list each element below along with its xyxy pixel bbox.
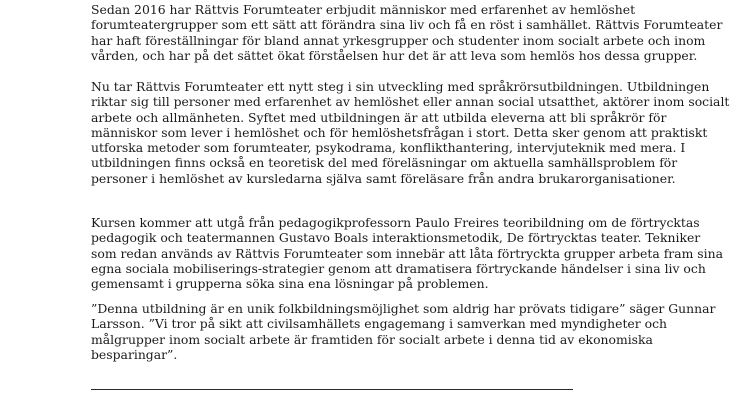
text-line: människor som lever i hemlöshet och för hemlöshetsfrågan i stort. Detta sker genom att praktiskt (91, 124, 708, 140)
text-line: arbete och allmänheten. Syftet med utbildningen är att utbilda eleverna att bli språkrör för (91, 109, 667, 125)
text-line: ”Denna utbildning är en unik folkbildningsmöjlighet som aldrig har prövats tidigare” säger Gunnar (91, 301, 716, 316)
text-line: utbildningen finns också en teoretisk del med föreläsningar om aktuella samhällsproblem för (91, 155, 678, 171)
text-line: pedagogik och teatermannen Gustavo Boals interaktionsmetodik, De förtrycktas teater. Tekniker (91, 230, 701, 246)
text-line: Sedan 2016 har Rättvis Forumteater erbjudit människor med erfarenhet av hemlöshet (91, 2, 636, 17)
paragraph-quote (91, 301, 715, 362)
text-line: vården, och har på det sättet ökat förståelsen hur det är att leva som hemlös hos dessa grupper. (91, 47, 698, 63)
paragraph-intro (91, 2, 722, 63)
text-line: besparingar”. (91, 346, 178, 362)
text-line: personer i hemlöshet av kursledarna själva samt föreläsare från andra brukarorganisationer. (91, 170, 676, 186)
paragraph-education (91, 79, 729, 186)
text-line: forumteatergrupper som ett sätt att förändra sina liv och få en röst i samhället. Rättvis Forumteater (91, 17, 723, 33)
text-line: som redan används av Rättvis Forumteater som innebär att låta förtryckta grupper arbeta fram sina (91, 245, 723, 261)
text-line: riktar sig till personer med erfarenhet av hemlöshet eller annan social utsatthet, aktörer inom socialt (91, 94, 730, 110)
paragraph-method (91, 215, 723, 291)
text-line: Larsson. ”Vi tror på sikt att civilsamhällets engagemang i samverkan med myndigheter och (91, 316, 668, 332)
text-line: Nu tar Rättvis Forumteater ett nytt steg i sin utveckling med språkrörsutbildningen. Utbildningen (91, 79, 710, 94)
horizontal-divider (91, 389, 573, 390)
text-line: Kursen kommer att utgå från pedagogikprofessorn Paulo Freires teoribildning om de förtrycktas (91, 215, 700, 230)
text-line: har haft föreställningar för bland annat yrkesgrupper och studenter inom socialt arbete och inom (91, 32, 706, 48)
text-line: gemensamt i grupperna söka sina ena lösningar på problemen. (91, 276, 489, 292)
text-line: målgrupper inom socialt arbete är framtiden för socialt arbete i denna tid av ekonomiska (91, 331, 653, 347)
text-line: egna sociala mobiliserings-strategier genom att dramatisera förtryckande händelser i sina liv och (91, 260, 706, 276)
text-line: utforska metoder som forumteater, psykodrama, konflikthantering, intervjuteknik med mera. I (91, 140, 686, 156)
